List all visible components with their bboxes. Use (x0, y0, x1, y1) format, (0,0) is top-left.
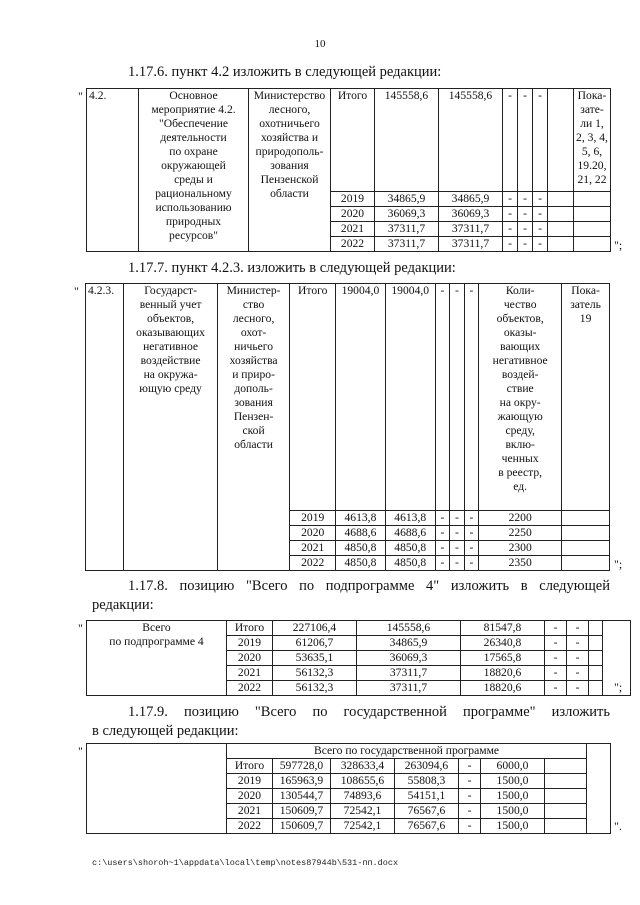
cell-dash: - (518, 222, 533, 237)
cell-dash: - (503, 89, 518, 192)
indicator-name: Коли- чество объектов, оказы- вающих негативное воздей- ствие на окру- жающую среду, вклю- ченных в реестр, ед. (479, 284, 562, 511)
cell-regional: 19004,0 (385, 284, 435, 511)
cell-regional: 4850,8 (385, 541, 435, 556)
cell-dash: - (450, 284, 465, 511)
heading-1-17-8-line1: 1.17.8. позицию "Всего по подпрограмме 4" изложить в следующей (128, 578, 610, 594)
table-row-year: 2022 (290, 556, 336, 571)
cell-federal: 76567,6 (395, 804, 459, 819)
close-quote: "; (614, 238, 623, 252)
heading-1-17-9-line2: в следующей редакции: (92, 723, 239, 739)
open-quote: " (78, 621, 83, 635)
cell-empty (548, 89, 574, 192)
open-quote: " (78, 89, 83, 103)
cell-total: 37311,7 (375, 237, 439, 252)
open-quote: " (78, 744, 83, 758)
cell-dash: - (503, 192, 518, 207)
table-row-year: Итого (331, 89, 375, 192)
program-total-header: Всего по государственной программе (227, 744, 587, 759)
cell-dash: - (459, 804, 481, 819)
cell-other: 1500,0 (481, 789, 545, 804)
cell-dash: - (464, 284, 479, 511)
footer-file-path: c:\users\shoroh~1\appdata\local\temp\notes87944b\531-пп.docx (92, 858, 399, 868)
cell-empty (587, 744, 611, 834)
cell-regional: 108655,6 (331, 774, 395, 789)
table-row-year: Итого (290, 284, 336, 511)
cell-dash: - (567, 636, 589, 651)
cell-regional: 34865,9 (439, 192, 503, 207)
cell-dash: - (545, 666, 567, 681)
subprogram-label: Всего по подпрограмме 4 (87, 621, 227, 696)
cell-dash: - (533, 237, 548, 252)
table-row-year: 2019 (290, 511, 336, 526)
cell-dash: - (459, 789, 481, 804)
cell-dash: - (435, 526, 450, 541)
cell-federal: 81547,8 (461, 621, 545, 636)
cell-dash: - (567, 666, 589, 681)
cell-dash: - (533, 222, 548, 237)
cell-regional: 145558,6 (357, 621, 461, 636)
cell-other: 1500,0 (481, 819, 545, 834)
cell-dash: - (435, 556, 450, 571)
cell-total: 61206,7 (273, 636, 357, 651)
table-item-4-2 (86, 88, 611, 252)
cell-dash: - (518, 192, 533, 207)
table-row-year: 2019 (331, 192, 375, 207)
cell-dash: - (464, 526, 479, 541)
item-number: 4.2. (87, 89, 139, 252)
cell-other: 1500,0 (481, 774, 545, 789)
cell-total: 4613,8 (336, 511, 386, 526)
table-row-year: 2021 (290, 541, 336, 556)
cell-dash: - (459, 759, 481, 774)
cell-regional: 4613,8 (385, 511, 435, 526)
indicators: Пока- зате- ли 1, 2, 3, 4, 5, 6, 19.20, 21, 22 (574, 89, 611, 192)
table-row-year: 2022 (227, 819, 273, 834)
cell-dash: - (435, 541, 450, 556)
cell-dash: - (518, 207, 533, 222)
cell-dash: - (545, 636, 567, 651)
cell-dash: - (503, 237, 518, 252)
close-quote: "; (614, 680, 623, 694)
cell-regional: 72542,1 (331, 804, 395, 819)
cell-dash: - (450, 541, 465, 556)
cell-dash: - (503, 222, 518, 237)
cell-regional: 37311,7 (357, 681, 461, 696)
table-row-year: 2022 (331, 237, 375, 252)
table-row-year: Итого (227, 759, 273, 774)
cell-dash: - (450, 526, 465, 541)
executor: Министерство лесного, охотничьего хозяйства и природополь- зования Пензенской области (249, 89, 331, 252)
cell-dash: - (567, 621, 589, 636)
cell-federal: 17565,8 (461, 651, 545, 666)
measure-name: Основное мероприятие 4.2. "Обеспечение деятельности по охране окружающей среды и рациональному использованию природных ресурсов" (139, 89, 249, 252)
cell-dash: - (435, 284, 450, 511)
cell-regional: 328633,4 (331, 759, 395, 774)
table-row-year: 2020 (331, 207, 375, 222)
indicator-number: Пока- затель 19 (562, 284, 610, 511)
cell-dash: - (567, 651, 589, 666)
cell-dash: - (567, 681, 589, 696)
cell-dash: - (459, 819, 481, 834)
cell-regional: 72542,1 (331, 819, 395, 834)
cell-dash: - (464, 556, 479, 571)
cell-regional: 4850,8 (385, 556, 435, 571)
cell-dash: - (533, 207, 548, 222)
cell-total: 145558,6 (375, 89, 439, 192)
measure-name: Государст- венный учет объектов, оказывающих негативное воздействие на окружа- ющую среду (124, 284, 217, 571)
cell-total: 4850,8 (336, 541, 386, 556)
heading-1-17-7: 1.17.7. пункт 4.2.3. изложить в следующей редакции: (128, 260, 456, 276)
cell-dash: - (459, 774, 481, 789)
cell-dash: - (533, 89, 548, 192)
cell-dash: - (450, 556, 465, 571)
cell-dash: - (518, 237, 533, 252)
table-row-year: 2021 (227, 804, 273, 819)
cell-federal: 55808,3 (395, 774, 459, 789)
cell-total: 4850,8 (336, 556, 386, 571)
cell-other: 6000,0 (481, 759, 545, 774)
cell-total: 130544,7 (273, 789, 331, 804)
cell-federal: 54151,1 (395, 789, 459, 804)
cell-federal: 76567,6 (395, 819, 459, 834)
cell-empty (87, 744, 227, 834)
cell-total: 56132,3 (273, 666, 357, 681)
table-row-year: 2021 (331, 222, 375, 237)
indicator-value: 2350 (479, 556, 562, 571)
table-row-year: 2019 (227, 774, 273, 789)
cell-dash: - (545, 621, 567, 636)
cell-total: 19004,0 (336, 284, 386, 511)
page-number: 10 (314, 38, 326, 50)
indicator-value: 2250 (479, 526, 562, 541)
cell-other: 1500,0 (481, 804, 545, 819)
table-row-year: 2020 (227, 789, 273, 804)
cell-dash: - (518, 89, 533, 192)
cell-dash: - (503, 207, 518, 222)
cell-federal: 18820,6 (461, 666, 545, 681)
cell-federal: 26340,8 (461, 636, 545, 651)
cell-regional: 4688,6 (385, 526, 435, 541)
cell-dash: - (464, 541, 479, 556)
executor: Министер- ство лесного, охот- ничьего хозяйства и приро- дополь- зования Пензен- ской области (217, 284, 290, 571)
cell-regional: 37311,7 (357, 666, 461, 681)
indicator-value: 2200 (479, 511, 562, 526)
heading-1-17-6: 1.17.6. пункт 4.2 изложить в следующей редакции: (128, 64, 442, 80)
cell-federal: 263094,6 (395, 759, 459, 774)
cell-total: 227106,4 (273, 621, 357, 636)
cell-dash: - (545, 651, 567, 666)
table-row-year: 2020 (290, 526, 336, 541)
cell-total: 56132,3 (273, 681, 357, 696)
cell-regional: 34865,9 (357, 636, 461, 651)
heading-1-17-9-line1: 1.17.9. позицию "Всего по государственной программе" изложить (128, 704, 610, 720)
cell-regional: 74893,6 (331, 789, 395, 804)
cell-dash: - (435, 511, 450, 526)
table-program-total (86, 743, 611, 834)
cell-regional: 145558,6 (439, 89, 503, 192)
cell-total: 150609,7 (273, 819, 331, 834)
close-quote: ". (614, 819, 622, 833)
cell-total: 53635,1 (273, 651, 357, 666)
cell-total: 36069,3 (375, 207, 439, 222)
cell-regional: 37311,7 (439, 222, 503, 237)
cell-dash: - (533, 192, 548, 207)
cell-total: 150609,7 (273, 804, 331, 819)
cell-federal: 18820,6 (461, 681, 545, 696)
cell-regional: 36069,3 (357, 651, 461, 666)
cell-dash: - (464, 511, 479, 526)
cell-total: 165963,9 (273, 774, 331, 789)
table-row-year: 2022 (227, 681, 273, 696)
table-item-4-2-3 (85, 283, 610, 571)
cell-total: 37311,7 (375, 222, 439, 237)
cell-regional: 37311,7 (439, 237, 503, 252)
open-quote: " (74, 284, 79, 298)
table-subprogram-4-total (86, 620, 631, 696)
table-row-year: Итого (227, 621, 273, 636)
indicator-value: 2300 (479, 541, 562, 556)
table-row-year: 2019 (227, 636, 273, 651)
item-number: 4.2.3. (86, 284, 124, 571)
cell-total: 34865,9 (375, 192, 439, 207)
cell-total: 4688,6 (336, 526, 386, 541)
cell-regional: 36069,3 (439, 207, 503, 222)
cell-total: 597728,0 (273, 759, 331, 774)
table-row-year: 2021 (227, 666, 273, 681)
cell-dash: - (450, 511, 465, 526)
cell-dash: - (545, 681, 567, 696)
close-quote: "; (614, 557, 623, 571)
table-row-year: 2020 (227, 651, 273, 666)
heading-1-17-8-line2: редакции: (92, 597, 154, 613)
